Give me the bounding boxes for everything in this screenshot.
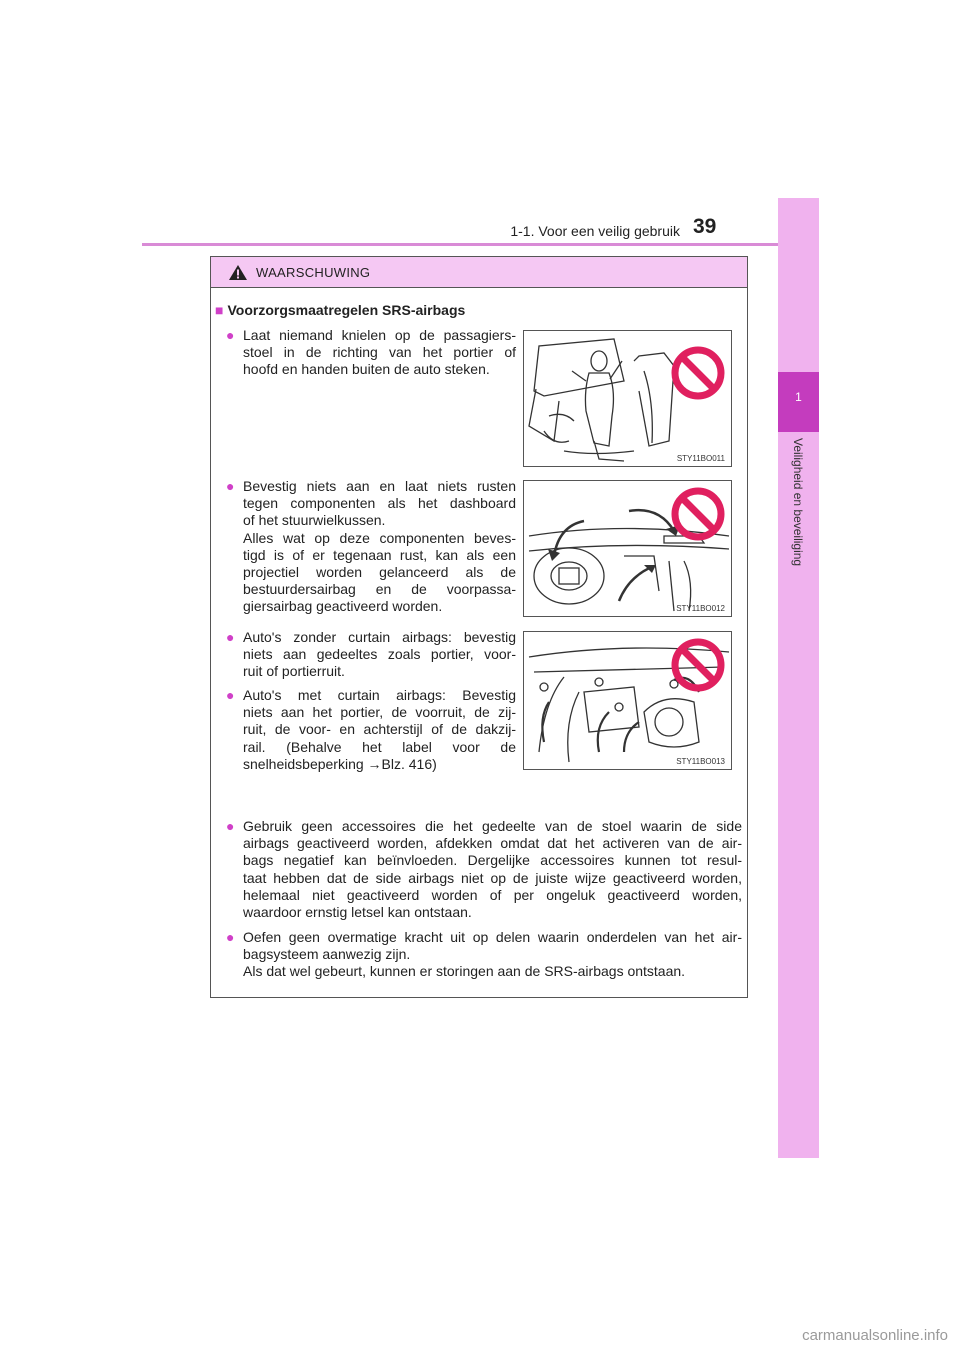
illustration-id: STY11BO012 — [676, 604, 725, 613]
section-title: 1-1. Voor een veilig gebruik — [510, 223, 680, 239]
bullet-force: ● Oefen geen overmatige kracht uit op delen waarin onderdelen van het air- bagsysteem aanwezig zijn. Als dat wel gebeurt, kunnen er storingen aan de SRS-airbags ontstaan. — [226, 929, 742, 980]
bullet-accessories: ● Gebruik geen accessoires die het gedeelte van de stoel waarin de side airbags geactiveerd worden, afdekken omdat dat het activeren van de air- bags negatief kan beïnvloeden. Dergelijke accessoires kunnen tot resul- taat hebben dat de side airbags niet op de juiste wijze geactiveerd worden, helemaal niet geactiveerd worden of per ongeluk geactiveerd worden, waardoor ernstig letsel kan ontstaan. — [226, 818, 742, 921]
warning-box — [210, 256, 748, 998]
prohibition-icon — [671, 638, 725, 692]
illustration-curtain-airbag — [523, 631, 732, 770]
bullet-dot-icon: ● — [226, 929, 235, 945]
bullet-kneeling: ● Laat niemand knielen op de passagiers- stoel in de richting van het portier of hoofd en handen buiten de auto steken. — [226, 327, 516, 378]
warning-title: WAARSCHUWING — [256, 265, 371, 280]
illustration-id: STY11BO013 — [676, 757, 725, 766]
warning-header — [211, 257, 747, 288]
bullet-with-curtain: ● Auto's met curtain airbags: Bevestig niets aan het portier, de voorruit, de zij- ruit, de voor- en achterstijl of de dakzij- rail. (Behalve het label voor de snelheidsbeperking →Blz. 416) — [226, 687, 516, 772]
prohibition-icon — [671, 487, 725, 541]
chapter-side-tab — [778, 198, 819, 1158]
prohibition-icon — [671, 346, 725, 400]
illustration-kneeling — [523, 330, 732, 467]
bullet-no-curtain: ● Auto's zonder curtain airbags: bevestig niets aan gedeeltes zoals portier, voor- ruit of portierruit. — [226, 629, 516, 680]
chapter-number: 1 — [795, 390, 802, 404]
bullet-dot-icon: ● — [226, 818, 235, 834]
bullet-dot-icon: ● — [226, 478, 235, 494]
illustration-id: STY11BO011 — [676, 454, 725, 463]
watermark: carmanualsonline.info — [802, 1327, 948, 1344]
page-number: 39 — [693, 215, 717, 238]
bullet-dot-icon: ● — [226, 629, 235, 645]
header-divider — [142, 243, 819, 246]
subheading: ■ Voorzorgsmaatregelen SRS-airbags — [215, 302, 466, 318]
bullet-dot-icon: ● — [226, 687, 235, 703]
bullet-dot-icon: ● — [226, 327, 235, 343]
warning-triangle-icon — [228, 264, 248, 281]
chapter-label: Veiligheid en beveiliging — [791, 438, 805, 567]
illustration-dashboard — [523, 480, 732, 617]
bullet-dashboard: ● Bevestig niets aan en laat niets rusten tegen componenten als het dashboard of het stuurwielkussen. Alles wat op deze componenten beves- tigd is of er tegenaan rust, kan als een projectiel worden gelanceerd als de bestuurdersairbag en de voorpassa- giersairbag geactiveerd worden. — [226, 478, 516, 615]
